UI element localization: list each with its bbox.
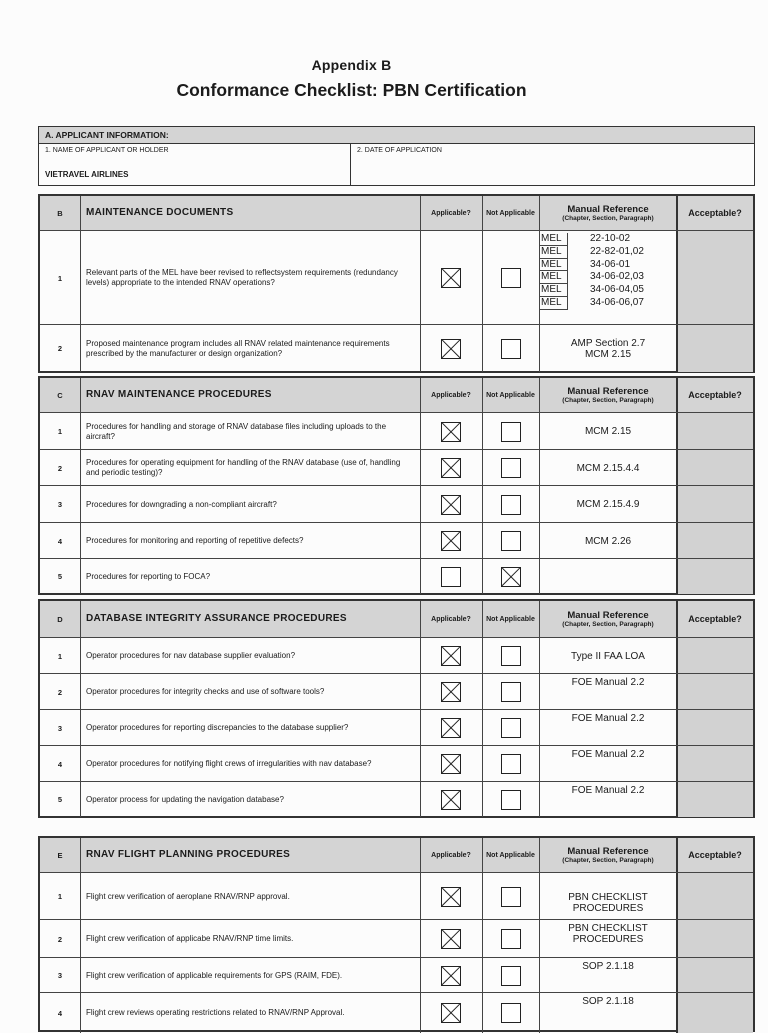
- applicable-checkbox[interactable]: [441, 929, 461, 949]
- applicable-col-header: Applicable?: [431, 391, 471, 399]
- not-applicable-checkbox[interactable]: [501, 887, 521, 907]
- section-d: [38, 599, 755, 818]
- row-text: Flight crew verification of applicable requirements for GPS (RAIM, FDE).: [86, 970, 343, 980]
- table-row: [40, 412, 753, 450]
- not-applicable-checkbox[interactable]: [501, 268, 521, 288]
- reference-line: MCM 2.15: [584, 348, 632, 360]
- applicant-name-value[interactable]: VIETRAVEL AIRLINES: [45, 170, 129, 179]
- table-row: [40, 449, 753, 486]
- applicable-col-header: Applicable?: [431, 209, 471, 217]
- acceptable-cell[interactable]: [677, 450, 753, 486]
- acceptable-cell[interactable]: [677, 710, 753, 746]
- acceptable-cell[interactable]: [677, 674, 753, 710]
- mel-doc: MEL: [540, 271, 568, 284]
- page-title: Conformance Checklist: PBN Certification: [176, 80, 527, 100]
- mel-doc: MEL: [540, 246, 568, 259]
- mel-ref: 34-06-01: [590, 258, 631, 270]
- applicable-checkbox[interactable]: [441, 268, 461, 288]
- row-number: 1: [57, 892, 63, 901]
- applicant-divider: [350, 143, 351, 185]
- applicable-checkbox[interactable]: [441, 646, 461, 666]
- row-number: 4: [57, 1008, 63, 1018]
- applicable-checkbox[interactable]: [441, 682, 461, 702]
- acceptable-cell[interactable]: [677, 486, 753, 523]
- mel-doc: MEL: [540, 284, 568, 297]
- not-applicable-col-header: Not Applicable: [486, 391, 535, 399]
- row-number: 2: [57, 687, 63, 697]
- applicable-checkbox[interactable]: [441, 339, 461, 359]
- application-date-label: 2. DATE OF APPLICATION: [357, 147, 442, 154]
- section-c-header: [40, 378, 753, 412]
- applicable-checkbox[interactable]: [441, 567, 461, 587]
- mel-doc: MEL: [540, 297, 568, 310]
- section-id: B: [57, 208, 63, 218]
- manual-reference: FOE Manual 2.2: [571, 713, 645, 724]
- table-row: [40, 957, 753, 993]
- manual-ref-subtitle: (Chapter, Section, Paragraph): [562, 857, 654, 864]
- table-row: [40, 781, 753, 817]
- manual-ref-subtitle: (Chapter, Section, Paragraph): [562, 621, 654, 628]
- table-row: [40, 872, 753, 920]
- section-title: RNAV FLIGHT PLANNING PROCEDURES: [86, 849, 291, 860]
- applicable-checkbox[interactable]: [441, 754, 461, 774]
- not-applicable-col-header: Not Applicable: [486, 851, 535, 859]
- manual-reference: FOE Manual 2.2: [571, 677, 645, 688]
- manual-reference: MCM 2.15.4.9: [576, 499, 640, 510]
- mel-references: [539, 231, 677, 325]
- acceptable-cell[interactable]: [677, 873, 753, 920]
- row-number: 3: [57, 971, 63, 980]
- section-b: [38, 194, 755, 373]
- manual-reference: FOE Manual 2.2: [571, 785, 645, 796]
- manual-ref-title: Manual Reference: [567, 386, 649, 397]
- not-applicable-checkbox[interactable]: [501, 567, 521, 587]
- applicable-checkbox[interactable]: [441, 887, 461, 907]
- manual-reference: Type II FAA LOA: [571, 650, 645, 662]
- section-id: E: [57, 850, 63, 860]
- manual-ref-subtitle: (Chapter, Section, Paragraph): [562, 397, 654, 404]
- row-text: Procedures for reporting to FOCA?: [86, 571, 211, 581]
- manual-ref-col-header: [539, 378, 677, 412]
- row-number: 3: [57, 723, 63, 733]
- manual-ref-title: Manual Reference: [567, 610, 649, 621]
- manual-ref-title: Manual Reference: [567, 204, 649, 215]
- applicable-checkbox[interactable]: [441, 790, 461, 810]
- row-text: Operator procedures for nav database supplier evaluation?: [86, 651, 296, 660]
- reference-line: PBN CHECKLIST: [568, 923, 648, 934]
- acceptable-cell[interactable]: [677, 231, 753, 325]
- row-number: 4: [57, 536, 63, 546]
- table-row: [40, 919, 753, 958]
- applicant-name-label: 1. NAME OF APPLICANT OR HOLDER: [45, 147, 169, 154]
- manual-reference: MCM 2.26: [584, 535, 632, 547]
- acceptable-cell[interactable]: [677, 413, 753, 450]
- table-row: [40, 324, 753, 372]
- not-applicable-col-header: Not Applicable: [486, 209, 535, 217]
- applicable-checkbox[interactable]: [441, 1003, 461, 1023]
- row-text: Procedures for downgrading a non-compliant aircraft?: [86, 499, 277, 509]
- acceptable-cell[interactable]: [677, 638, 753, 674]
- row-number: 2: [57, 463, 63, 473]
- acceptable-cell[interactable]: [677, 782, 753, 817]
- mel-ref: 22-82-01,02: [590, 245, 644, 257]
- applicable-checkbox[interactable]: [441, 458, 461, 478]
- table-row: [40, 992, 753, 1033]
- section-title: MAINTENANCE DOCUMENTS: [86, 207, 234, 218]
- row-text: Procedures for handling and storage of RNAV database files including uploads to the aircraft?: [86, 421, 387, 441]
- manual-reference: MCM 2.15: [584, 426, 632, 437]
- row-text: Flight crew verification of applicabe RNAV/RNP time limits.: [86, 934, 294, 943]
- manual-reference: [539, 920, 677, 958]
- acceptable-cell[interactable]: [677, 559, 753, 594]
- not-applicable-checkbox[interactable]: [501, 646, 521, 666]
- row-number: 5: [57, 795, 63, 804]
- section-e: [38, 836, 755, 1032]
- acceptable-col-header: Acceptable?: [688, 614, 742, 624]
- row-number: 4: [57, 759, 63, 769]
- not-applicable-checkbox[interactable]: [501, 790, 521, 810]
- applicable-checkbox[interactable]: [441, 422, 461, 442]
- mel-ref: 34-06-06,07: [590, 296, 644, 308]
- not-applicable-checkbox[interactable]: [501, 458, 521, 478]
- not-applicable-checkbox[interactable]: [501, 1003, 521, 1023]
- row-text: Proposed maintenance program includes all RNAV related maintenance requirements prescribed by the manufacturer or design organization?: [86, 338, 390, 358]
- not-applicable-checkbox[interactable]: [501, 422, 521, 442]
- table-row: [40, 230, 753, 325]
- table-row: [40, 522, 753, 559]
- table-row: [40, 709, 753, 746]
- table-row: [40, 637, 753, 674]
- manual-ref-col-header: [539, 838, 677, 872]
- row-text: Relevant parts of the MEL have beer revised to reflectsystem requirements (redundancy levels) appropriate to the intended RNAV operations?: [86, 268, 398, 287]
- manual-reference: SOP 2.1.18: [582, 961, 634, 972]
- section-title: DATABASE INTEGRITY ASSURANCE PROCEDURES: [86, 613, 347, 624]
- row-text: Procedures for operating equipment for handling of the RNAV database (use of, handling and periodic testing)?: [86, 458, 401, 477]
- acceptable-cell[interactable]: [677, 325, 753, 372]
- table-row: [40, 558, 753, 594]
- manual-reference: SOP 2.1.18: [582, 996, 634, 1007]
- acceptable-cell[interactable]: [677, 920, 753, 958]
- applicable-checkbox[interactable]: [441, 495, 461, 515]
- row-text: Flight crew verification of aeroplane RNAV/RNP approval.: [86, 891, 290, 901]
- applicable-checkbox[interactable]: [441, 718, 461, 738]
- acceptable-col-header: Acceptable?: [688, 850, 742, 860]
- not-applicable-col-header: Not Applicable: [486, 615, 535, 623]
- acceptable-cell[interactable]: [677, 746, 753, 782]
- applicant-info-box: [38, 126, 755, 186]
- acceptable-col-header: Acceptable?: [688, 208, 742, 218]
- mel-doc: MEL: [540, 259, 568, 272]
- manual-reference: MCM 2.15.4.4: [576, 462, 640, 474]
- section-title: RNAV MAINTENANCE PROCEDURES: [86, 389, 272, 400]
- applicable-checkbox[interactable]: [441, 966, 461, 986]
- not-applicable-checkbox[interactable]: [501, 339, 521, 359]
- row-text: Operator process for updating the navigation database?: [86, 794, 284, 804]
- row-number: 1: [57, 651, 63, 661]
- not-applicable-checkbox[interactable]: [501, 754, 521, 774]
- mel-ref: 22-10-02: [590, 233, 631, 244]
- not-applicable-checkbox[interactable]: [501, 929, 521, 949]
- mel-ref: 34-06-04,05: [590, 284, 644, 296]
- section-b-header: [40, 196, 753, 230]
- row-number: 1: [57, 273, 63, 283]
- row-number: 1: [57, 427, 63, 436]
- applicable-col-header: Applicable?: [431, 851, 471, 859]
- reference-line: PBN CHECKLIST: [568, 891, 648, 903]
- applicant-info-heading: A. APPLICANT INFORMATION:: [39, 127, 754, 144]
- acceptable-cell[interactable]: [677, 993, 753, 1033]
- manual-ref-col-header: [539, 196, 677, 230]
- manual-ref-col-header: [539, 601, 677, 637]
- table-row: [40, 485, 753, 523]
- not-applicable-checkbox[interactable]: [501, 682, 521, 702]
- reference-line: PROCEDURES: [572, 902, 644, 914]
- section-id: C: [57, 390, 63, 400]
- manual-reference: [539, 873, 677, 920]
- manual-reference: FOE Manual 2.2: [571, 749, 645, 760]
- not-applicable-checkbox[interactable]: [501, 966, 521, 986]
- section-id: D: [57, 614, 63, 624]
- section-d-header: [40, 601, 753, 637]
- row-number: 2: [57, 934, 63, 944]
- manual-ref-title: Manual Reference: [567, 846, 649, 857]
- row-number: 3: [57, 500, 63, 509]
- appendix-label: Appendix B: [311, 57, 392, 73]
- table-row: [40, 673, 753, 710]
- section-c: [38, 376, 755, 595]
- row-number: 5: [57, 572, 63, 581]
- manual-reference: [539, 559, 677, 594]
- acceptable-cell[interactable]: [677, 523, 753, 559]
- applicable-checkbox[interactable]: [441, 531, 461, 551]
- row-text: Operator procedures for reporting discrepancies to the database supplier?: [86, 723, 349, 732]
- row-text: Flight crew reviews operating restrictions related to RNAV/RNP Approval.: [86, 1008, 345, 1017]
- not-applicable-checkbox[interactable]: [501, 718, 521, 738]
- applicable-col-header: Applicable?: [431, 615, 471, 623]
- acceptable-col-header: Acceptable?: [688, 390, 742, 400]
- row-number: 2: [57, 344, 63, 353]
- acceptable-cell[interactable]: [677, 958, 753, 993]
- mel-doc: MEL: [540, 233, 568, 246]
- not-applicable-checkbox[interactable]: [501, 531, 521, 551]
- table-row: [40, 745, 753, 782]
- reference-line: AMP Section 2.7: [570, 337, 646, 349]
- reference-line: PROCEDURES: [572, 934, 644, 945]
- not-applicable-checkbox[interactable]: [501, 495, 521, 515]
- manual-ref-subtitle: (Chapter, Section, Paragraph): [562, 215, 654, 222]
- row-text: Procedures for monitoring and reporting of repetitive defects?: [86, 536, 304, 545]
- manual-reference: [539, 325, 677, 372]
- section-e-header: [40, 838, 753, 872]
- mel-ref: 34-06-02,03: [590, 271, 644, 283]
- row-text: Operator procedures for integrity checks and use of software tools?: [86, 687, 325, 696]
- row-text: Operator procedures for notifying flight crews of irregularities with nav database?: [86, 759, 372, 768]
